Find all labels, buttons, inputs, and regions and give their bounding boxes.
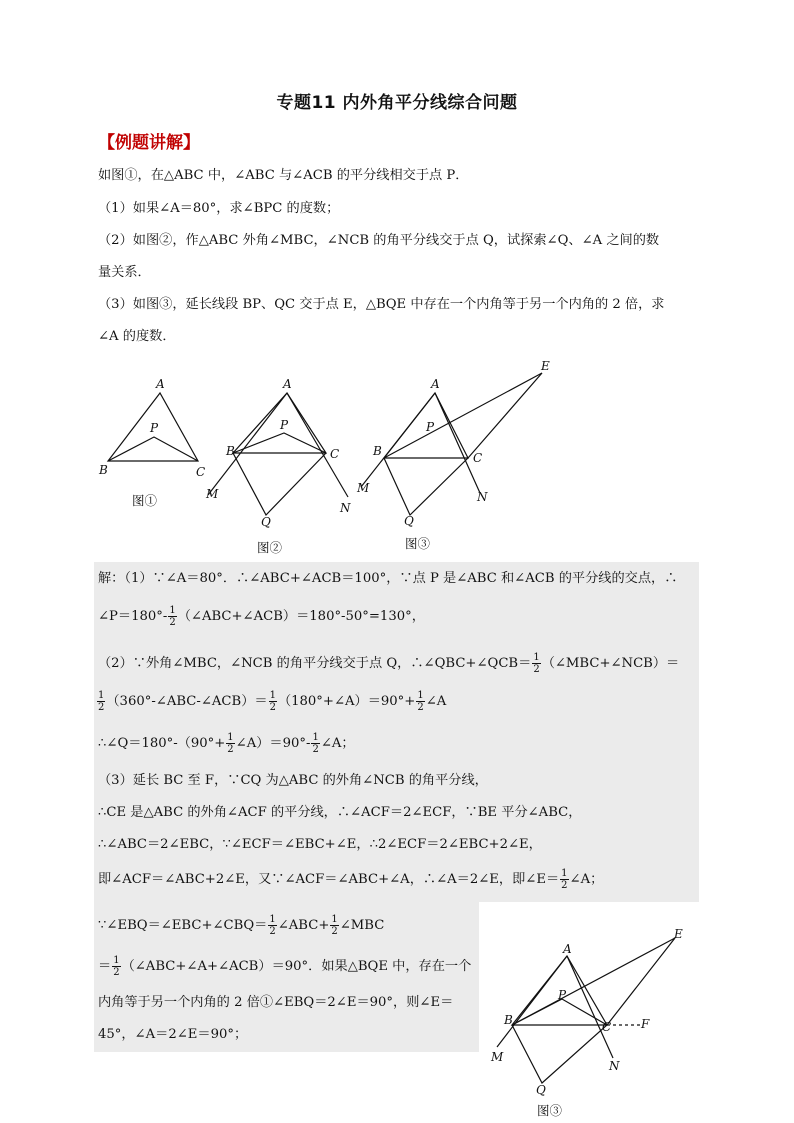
fig4-label-m: M [491, 1050, 504, 1064]
fig3-label-n: N [477, 490, 488, 504]
fig4-label-q: Q [536, 1083, 546, 1097]
fig2-label-a: A [283, 377, 292, 391]
fig4-label-c: C [602, 1020, 612, 1034]
fig2-label-n: N [340, 501, 351, 515]
solution-line-6: （3）延长 BC 至 F，∵CQ 为△ABC 的外角∠NCB 的角平分线， [98, 773, 488, 788]
fig2-label-m: M [206, 487, 219, 501]
figure-3-caption: 图③ [405, 536, 431, 551]
fig2-label-c: C [330, 447, 340, 461]
fraction-half: $\frac{1}{2}$ [98, 690, 105, 713]
fraction-half: $\frac{1}{2}$ [417, 690, 424, 713]
fig4-label-p: P [558, 988, 567, 1002]
figure-3-repeat-caption: 图③ [537, 1103, 563, 1118]
solution-line-2: ∠P＝180°- $\frac{1}{2}$ （∠ABC+∠ACB）＝180°-50°=130°， [98, 605, 425, 628]
problem-line-4: 量关系． [98, 265, 151, 280]
problem-line-6: ∠A 的度数． [98, 329, 176, 344]
fraction-half: $\frac{1}{2}$ [331, 914, 338, 937]
fig3-label-e: E [541, 359, 550, 373]
figures-diagram [90, 355, 610, 565]
fig1-label-c: C [196, 465, 206, 479]
figure-2-caption: 图② [257, 540, 283, 555]
fig1-label-b: B [99, 463, 108, 477]
solution-line-9: 即∠ACF＝∠ABC+2∠E，又∵∠ACF＝∠ABC+∠A，∴∠A＝2∠E，即∠E＝ $\frac{1}{2}$ ∠A； [98, 868, 604, 891]
solution-line-5: ∴∠Q＝180°-（90°+ $\frac{1}{2}$ ∠A）＝90°- $\frac{1}{2}$ ∠A； [98, 732, 355, 755]
solution-line-11: ＝ $\frac{1}{2}$ （∠ABC+∠A+∠ACB）＝90°．如果△BQE 中，存在一个 [98, 955, 472, 978]
fig4-label-n: N [609, 1059, 620, 1073]
solution-line-3: （2）∵外角∠MBC，∠NCB 的角平分线交于点 Q，∴∠QBC+∠QCB＝ $\frac{1}{2}$ （∠MBC+∠NCB）＝ [98, 652, 680, 675]
fig3-label-a: A [431, 377, 440, 391]
figure-3-extended-diagram [485, 920, 700, 1105]
solution-line-7: ∴CE 是△ABC 的外角∠ACF 的平分线，∴∠ACF＝2∠ECF，∵BE 平分∠ABC， [98, 805, 582, 820]
fig4-label-e: E [674, 927, 683, 941]
fig3-label-c: C [473, 451, 483, 465]
problem-line-1: 如图①，在△ABC 中，∠ABC 与∠ACB 的平分线相交于点 P． [98, 168, 469, 183]
fraction-half: $\frac{1}{2}$ [113, 955, 120, 978]
fraction-half: $\frac{1}{2}$ [227, 732, 234, 755]
fig2-label-p: P [280, 418, 289, 432]
fig3-label-b: B [373, 444, 382, 458]
fig3-label-m: M [357, 481, 370, 495]
fig4-label-f: F [641, 1017, 650, 1031]
section-heading: 【例题讲解】 [98, 133, 200, 153]
problem-line-2: （1）如果∠A＝80°，求∠BPC 的度数； [98, 201, 340, 216]
fraction-half: $\frac{1}{2}$ [269, 914, 276, 937]
fraction-half: $\frac{1}{2}$ [269, 690, 276, 713]
fig3-label-p: P [426, 420, 435, 434]
solution-line-8: ∴∠ABC＝2∠EBC，∵∠ECF＝∠EBC+∠E，∴2∠ECF＝2∠EBC+2∠E， [98, 837, 542, 852]
solution-line-4: $\frac{1}{2}$ （360°-∠ABC-∠ACB）＝ $\frac{1}{2}$ （180°+∠A）＝90°+ $\frac{1}{2}$ ∠A [98, 690, 447, 713]
fraction-half: $\frac{1}{2}$ [533, 652, 540, 675]
fig1-label-a: A [156, 377, 165, 391]
problem-line-5: （3）如图③，延长线段 BP、QC 交于点 E，△BQE 中存在一个内角等于另一个内角的 2 倍，求 [98, 297, 665, 312]
fraction-half: $\frac{1}{2}$ [169, 605, 176, 628]
solution-line-1: 解：（1）∵∠A＝80°．∴∠ABC+∠ACB＝100°，∵点 P 是∠ABC 和∠ACB 的平分线的交点，∴ [98, 571, 678, 586]
solution-line-10: ∵∠EBQ＝∠EBC+∠CBQ＝ $\frac{1}{2}$ ∠ABC+ $\frac{1}{2}$ ∠MBC [98, 914, 385, 937]
solution-line-12: 内角等于另一个内角的 2 倍①∠EBQ＝2∠E＝90°，则∠E＝ [98, 995, 454, 1010]
fraction-half: $\frac{1}{2}$ [561, 868, 568, 891]
fig4-label-b: B [504, 1013, 513, 1027]
fig4-label-a: A [563, 942, 572, 956]
fraction-half: $\frac{1}{2}$ [312, 732, 319, 755]
fig2-label-b: B [226, 444, 235, 458]
fig3-label-q: Q [404, 514, 414, 528]
fig1-label-p: P [150, 421, 159, 435]
page-title: 专题11 内外角平分线综合问题 [276, 93, 518, 113]
fig2-label-q: Q [261, 515, 271, 529]
problem-line-3: （2）如图②，作△ABC 外角∠MBC，∠NCB 的角平分线交于点 Q，试探索∠Q、∠A 之间的数 [98, 233, 660, 248]
solution-line-13: 45°，∠A＝2∠E＝90°； [98, 1027, 248, 1042]
figure-1-caption: 图① [132, 493, 158, 508]
